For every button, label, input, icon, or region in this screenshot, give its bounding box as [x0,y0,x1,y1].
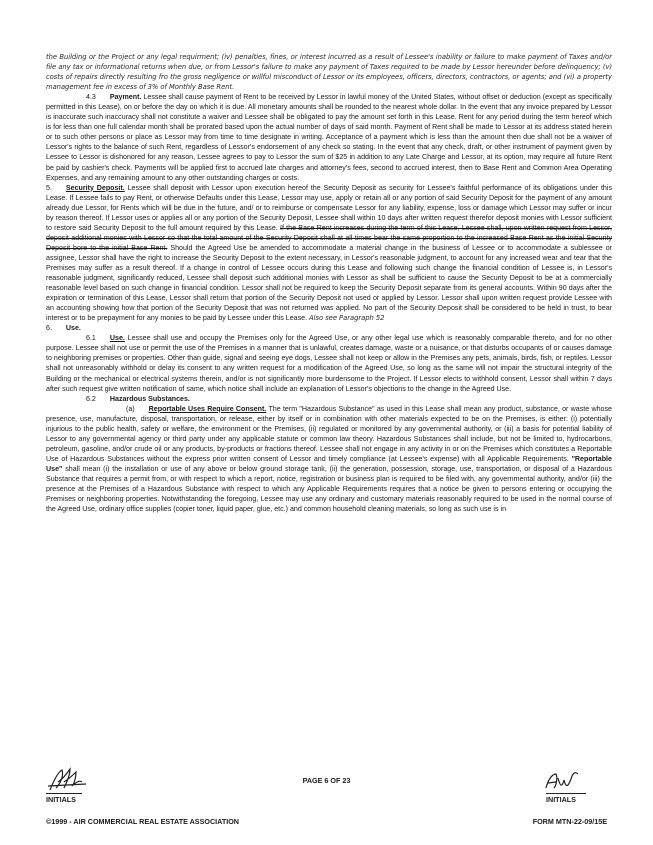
section-4-3 [46,92,612,182]
section-number: 6.2 [86,394,96,403]
page-number: PAGE 6 OF 23 [302,776,351,785]
initials-right-label: INITIALS [546,795,576,804]
lease-body [46,52,612,514]
section-heading: Security Deposit. [65,183,125,192]
section-text-continued: shall mean (i) the installation or use of any above or below ground storage tank, (ii) the generation, possession, storage, use, transportation, or disposal of a Hazardous Substance that requires a permit from, or with respect to which a report, notice, registration or business plan is required to be filed with, any governmental authority, and/or (iii) the presence at the Premises of a Hazardous Substance with respect to which any Applicable Requirements requires that a notice be given to persons entering or occupying the Premises or neighboring properties. Notwithstanding the foregoing, Lessee may use any ordinary and customary materials reasonably required to be used in the normal course of the Agreed Use, ordinary office supplies (copier toner, liquid paper, glue, etc.) and common household cleaning materials, so long as such use is in [46,464,612,514]
paragraph-4-2-continued [46,52,612,92]
section-6 [46,323,612,333]
section-number: 6. [46,324,52,333]
handwritten-note: Also see Paragraph 52 [309,314,385,323]
section-6-2-a [46,404,612,515]
section-heading: Reportable Uses Require Consent. [148,404,267,413]
form-number: FORM MTN-22-09/15E [532,817,607,826]
signature-aw-icon [540,766,610,794]
section-heading: Use. [109,334,125,343]
section-text: Lessee shall use and occupy the Premises only for the Agreed Use, or any other legal use which is reasonably comparable thereto, and for no other purpose. Lessee shall not use or permit the use of the Premises in a manner that is unlawful, creates damage, waste or a nuisance, or that disturbs occupants of or causes damage to neighboring premises or properties. Other than guide, signal and seeing eye dogs, Lessee shall not keep or allow in the Premises any pets, animals, birds, fish, or reptiles. Lessor shall not unreasonably withhold or delay its consent to any written request for a modification of the Agreed Use, so long as the same will not impair the structural integrity of the Building or the mechanical or electrical systems therein, and/or is not significantly more burdensome to the Project. If Lessor elects to withhold consent, Lessor shall within 7 days after such request give written notification of same, which notice shall include an explanation of Lessor's objections to the change in the Agreed Use. [46,334,612,393]
section-number: 6.1 [86,334,96,343]
initials-left-label: INITIALS [46,795,76,804]
section-heading: Payment. [109,93,142,102]
section-heading: Hazardous Substances. [109,394,190,403]
section-text: The term "Hazardous Substance" as used in this Lease shall mean any product, substance, or waste whose presence, use, manufacture, disposal, transportation, or release, either by itself or in combination with other materials expected to be on the Premises, is either: (i) potentially injurious to the public health, safety or welfare, the environment or the Premises, (ii) regulated or monitored by any governmental authority, or (iii) a basis for potential liability of Lessor to any governmental agency or third party under any applicable statute or common law theory. Hazardous Substances shall include, but not be limited to, hydrocarbons, petroleum, gasoline, and/or crude oil or any products, by-products or fractions thereof. Lessee shall not engage in any activity in or on the Premises which constitutes a Reportable Use of Hazardous Substances without the express prior written consent of Lessor and timely compliance (at Lessee's expense) with all Applicable Requirements. [46,404,612,463]
section-text: Lessee shall deposit with Lessor upon execution hereof the Security Deposit as security for Lessee's faithful performance of its obligations under this Lease. If Lessee fails to pay Rent, or otherwise Defaults under this Lease, Lessor may use, apply or retain all or any portion of said Security Deposit for the payment of any amount already due Lessor, for Rents which will be due in the future, and/ or to reimburse or compensate Lessor for any liability, expense, loss or damage which Lessor may suffer or incur by reason thereof. If Lessor uses or applies all or any portion of the Security Deposit, Lessee shall within 10 days after written request therefor deposit monies with Lessor sufficient to restore said Security Deposit to the full amount required by this Lease. [46,183,612,232]
initials-left-line [46,793,82,794]
defined-term: "Reportable Use" [46,454,612,473]
section-text: Lessee shall cause payment of Rent to be received by Lessor in lawful money of the United States, without offset or deduction (except as specifically permitted in this Lease), on or before the day on which it is due. All monetary amounts shall be rounded to the nearest whole dollar. In the event that any invoice prepared by Lessor is inaccurate such inaccuracy shall not constitute a waiver and Lessee shall be obligated to pay the amount set forth in this Lease. Rent for any period during the term hereof which is for less than one full calendar month shall be prorated based upon the actual number of days of said month. Payment of Rent shall be made to Lessor at its address stated herein or to such other persons or place as Lessor may from time to time designate in writing. Acceptance of a payment which is less than the amount then due shall not be a waiver of Lessor's rights to the balance of such Rent, regardless of Lessor's endorsement of any check so stating. In the event that any check, draft, or other instrument of payment given by Lessee to Lessor is dishonored for any reason, Lessee agrees to pay to Lessor the sum of $25 in addition to any Late Charge and Lessor, at its option, may require all future Rent be paid by cashier's check. Payments will be applied first to accrued late charges and attorney's fees, second to accrued interest, then to Base Rent and Common Area Operating Expenses, and any remaining amount to any other outstanding charges or costs. [46,93,612,182]
handwritten-insertion: the Building or the Project or any legal requirment; (iv) penalties, fines, or interest incurred as a result of Lessee's inability or failure to make payment of Taxes and/or file any tax or informational returns when due, or from Lessor's failure to make any payment of Taxes required to be made by Lessor hereunder before delinquency; (v) costs of repairs directly resulting fro the gross negligence or willful misconduct of Lessor or its employees, officers, directors, contractors, or agents; and (vi) a property management fee in excess of 3% of Monthly Base Rent. [46,53,612,92]
section-5 [46,183,612,324]
section-number: (a) [126,404,135,413]
section-number: 4.3 [86,93,96,102]
struck-text: If the Base Rent increases during the term of this Lease, Lessee shall, upon written request from Lessor, deposit additional monies with Lessor so that the total amount of the Security Deposit shall at all times bear the same proportion to the increased Base Rent as the initial Security Deposit bore to the initial Base Rent. [46,223,612,252]
section-6-2 [46,394,612,404]
copyright-notice: ©1999 - AIR COMMERCIAL REAL ESTATE ASSOCIATION [46,817,239,826]
initials-right-line [546,793,586,794]
section-6-1 [46,333,612,393]
initials-right-signature [540,766,610,794]
section-text-continued: Should the Agreed Use be amended to accommodate a material change in the business of Lessee or to accommodate a sublessee or assignee, Lessor shall have the right to increase the Security Deposit to the extent necessary, in Lessor's reasonable judgment, to account for any increased wear and tear that the Premises may suffer as a result thereof. If a change in control of Lessee occurs during this Lease and following such change the financial condition of Lessee is, in Lessor's reasonable judgment, significantly reduced, Lessee shall deposit such additional monies with Lessor as shall be sufficient to cause the Security Deposit to be at a commercially reasonable level based on such change in financial condition. Lessor shall not be required to keep the Security Deposit separate from its general accounts. Within 90 days after the expiration or termination of this Lease, Lessor shall return that portion of the Security Deposit not used or applied by Lessor. Lessor shall upon written request provide Lessee with an accounting showing how that portion of the Security Deposit that was not returned was applied. No part of the Security Deposit shall be considered to be held in trust, to bear interest or to be prepayment for any monies to be paid by Lessee under this Lease. [46,243,612,323]
section-heading: Use. [65,324,81,333]
section-number: 5. [46,183,52,192]
